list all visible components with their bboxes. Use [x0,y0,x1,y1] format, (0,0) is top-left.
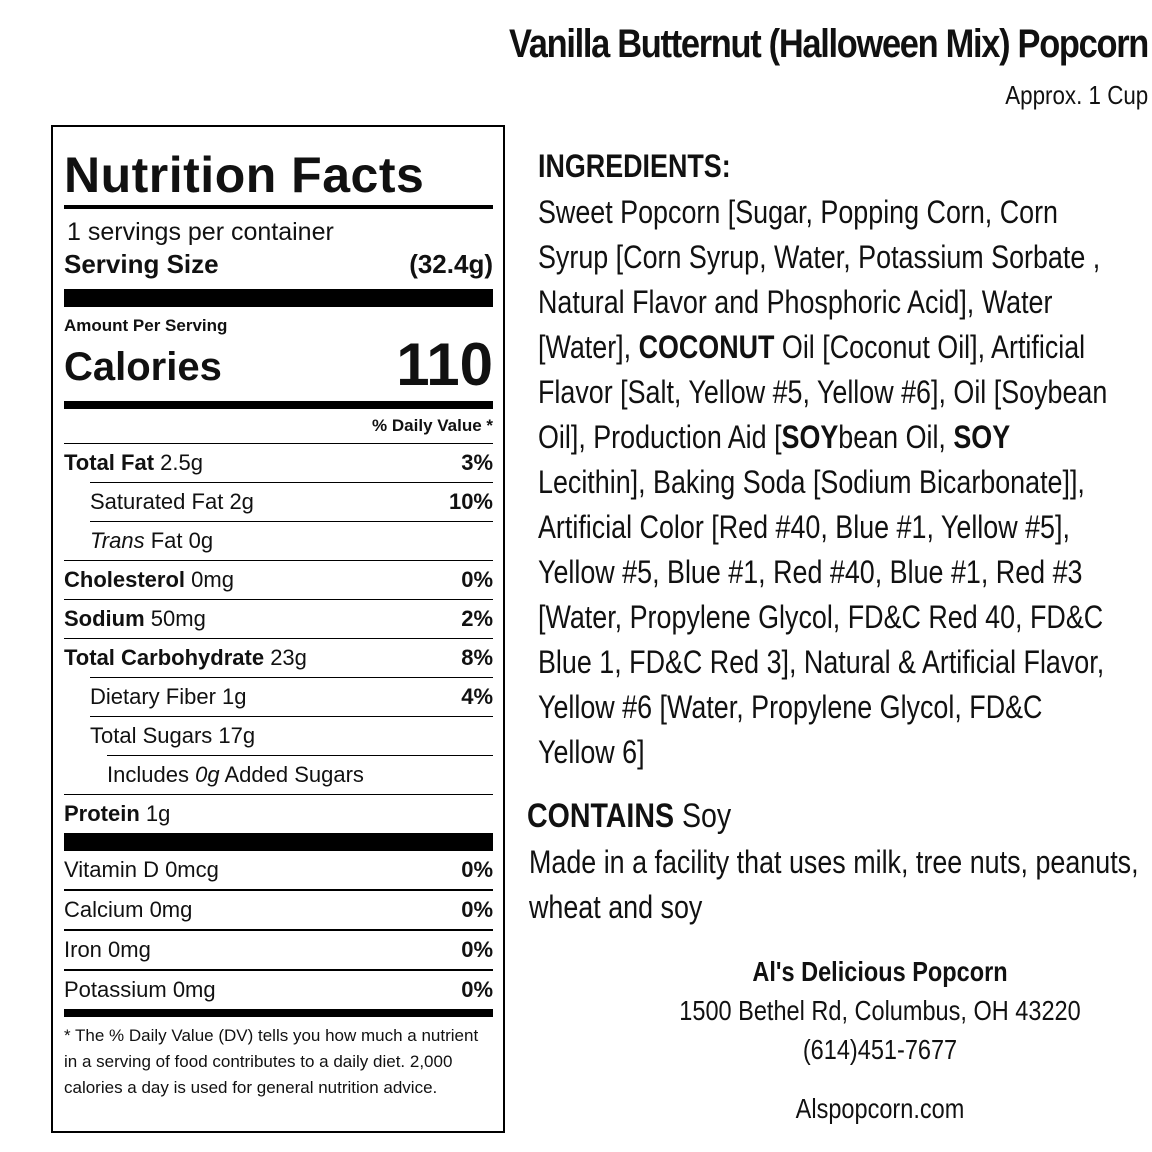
company-phone: (614)451-7677 [802,1034,958,1065]
allergen-highlight: SOY [953,419,1011,455]
nutrient-label: Total Fat [64,450,155,475]
nutrient-dv: 0% [461,567,493,592]
divider [64,833,493,851]
nutrient-label: Sodium [64,606,145,631]
ingredients-text [538,190,1109,775]
nutrient-row-trans-fat [90,521,493,560]
nutrient-label: Potassium 0mg [64,977,216,1002]
amount-per-serving: Amount Per Serving [64,316,228,335]
nutrient-row-added-sugars [107,755,493,794]
ingredient-segment: Lecithin], Baking Soda [Sodium Bicarbonate]], Artificial Color [Red #40, Blue #1, Yellow #5], Yellow #5, Blue #1, Red #40, Blue #1, Red #3 [Water, Propylene Glycol, FD&C Red 40, FD&C Blue 1, FD&C Red 3], Natural & Artificial Flavor, Yellow #6 [Water, Propylene Glycol, FD&C Yellow 6] [538,464,1105,770]
serving-size-label: Serving Size [64,249,219,279]
nutrient-dv: 2% [461,606,493,631]
nutrient-label-suffix: Added Sugars [224,762,364,787]
nutrient-row-total-sugars [90,716,493,755]
nutrient-amount: 50mg [150,606,206,631]
nutrient-label: Iron 0mg [64,937,151,962]
calories-value: 110 [396,331,493,398]
nutrient-row-total-carbohydrate [64,638,493,677]
nutrient-row-potassium [64,969,493,1009]
nutrient-dv: 8% [461,645,493,670]
company-name: Al's Delicious Popcorn [752,956,1008,987]
nutrient-amount: 0mg [191,567,234,592]
nutrient-label: Cholesterol [64,567,186,592]
nutrient-dv: 10% [448,489,493,514]
nutrient-dv: 0% [461,897,493,922]
nutrient-label: Vitamin D 0mcg [64,857,219,882]
calories-label: Calories [64,345,222,389]
nutrient-row-calcium [64,889,493,929]
nutrient-row-cholesterol [64,560,493,599]
product-title: Vanilla Butternut (Halloween Mix) Popcorn [508,22,1148,66]
nutrition-facts-panel [51,125,505,1133]
nutrient-amount: 2g [229,489,254,514]
nutrient-label: Saturated Fat [90,489,224,514]
nutrient-amount: 2.5g [160,450,203,475]
nutrient-dv: 4% [461,684,493,709]
nutrient-row-protein [64,794,493,833]
nutrient-label: Total Carbohydrate [64,645,265,670]
calories-row [64,331,493,398]
ingredients-section [538,146,1109,775]
nutrient-label: Trans [90,528,145,553]
ingredient-segment: Oil [Coconut Oil], Artificial Flavor [Salt, Yellow #5, Yellow #6], Oil [Soybean Oil], Production Aid [ [538,329,1108,455]
nutrient-amount: 1g [222,684,247,709]
nutrient-label: Protein [64,801,140,826]
ingredient-segment: bean Oil, [838,419,954,455]
nutrient-dv: 0% [461,977,493,1002]
nutrient-label: Calcium 0mg [64,897,193,922]
allergen-contains [527,794,1149,838]
divider [64,401,493,409]
nutrient-row-iron [64,929,493,969]
nutrient-dv: 3% [461,450,493,475]
nutrient-row-vitamin-d [64,851,493,889]
contains-label: CONTAINS [527,797,675,835]
divider [64,1009,493,1017]
ingredient-segment: Sweet Popcorn [Sugar, Popping Corn, Corn Syrup [Corn Syrup, Water, Potassium Sorbate , Natural Flavor and Phosphoric Acid], Water [Water], [538,194,1101,365]
company-website: Alspopcorn.com [795,1093,965,1124]
daily-value-header: % Daily Value * [372,416,493,435]
nutrient-amount: 0g [195,762,220,787]
serving-size-row [64,247,493,281]
nutrient-row-total-fat [64,443,493,482]
nutrient-label: Total Sugars [90,723,213,748]
nutrient-amount: 17g [218,723,256,748]
nutrient-label: Dietary Fiber [90,684,216,709]
nutrient-amount: Fat 0g [150,528,214,553]
allergen-highlight: COCONUT [638,329,775,365]
nutrient-row-saturated-fat [90,482,493,521]
ingredients-heading: INGREDIENTS: [538,148,731,184]
facility-statement: Made in a facility that uses milk, tree nuts, peanuts, wheat and soy [529,844,1139,925]
nutrition-facts-heading: Nutrition Facts [64,147,425,203]
daily-value-footnote: * The % Daily Value (DV) tells you how much a nutrient in a serving of food contributes to a daily diet. 2,000 calories a day is used for general nutrition advice. [64,1026,479,1097]
nutrient-dv: 0% [461,937,493,962]
allergen-highlight: SOY [781,419,839,455]
serving-size-value: (32.4g) [409,249,493,279]
nutrient-row-sodium [64,599,493,638]
nutrient-amount: 1g [145,801,171,826]
contains-value: Soy [681,797,732,835]
company-address: 1500 Bethel Rd, Columbus, OH 43220 [679,995,1081,1026]
nutrient-label: Includes [107,762,189,787]
nutrient-dv: 0% [461,857,493,882]
divider [64,205,493,209]
company-info [600,952,1152,1128]
nutrient-amount: 23g [270,645,307,670]
divider [64,289,493,307]
serving-note: Approx. 1 Cup [1005,80,1148,110]
nutrient-row-dietary-fiber [90,677,493,716]
servings-per-container: 1 servings per container [67,218,334,246]
